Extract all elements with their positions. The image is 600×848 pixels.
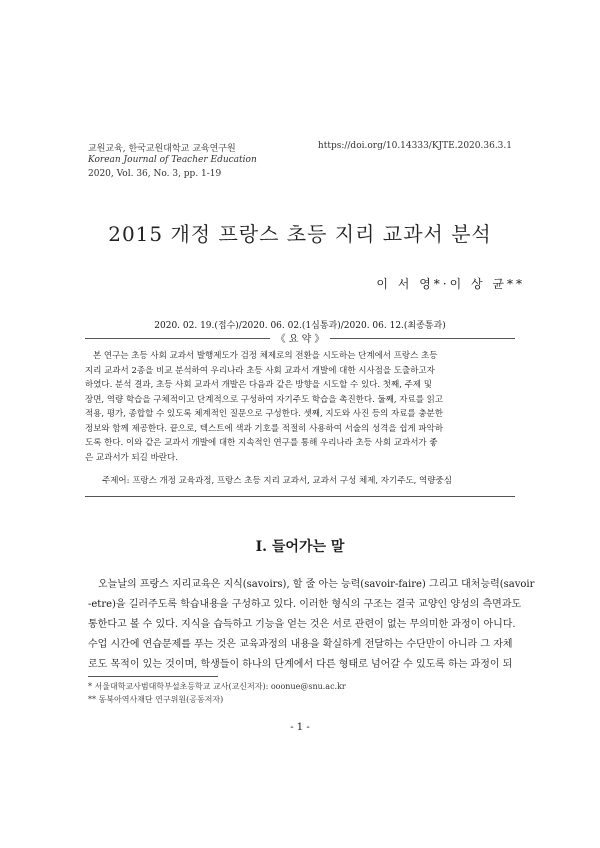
journal-name: Korean Journal of Teacher Education (88, 155, 257, 165)
keywords: 주제어: 프랑스 개정 교육과정, 프랑스 초등 지리 교과서, 교과서 구성 체제, 자기주도, 역량중심 (102, 476, 452, 486)
body-text (88, 575, 535, 675)
summary-heading (0, 330, 600, 345)
page-number: - 1 - (290, 722, 310, 733)
authors: 이 서 영*·이 상 균** (376, 277, 525, 291)
section-title: Ⅰ. 들어가는 말 (255, 539, 345, 555)
abstract-line: 장면, 역량 학습을 구체적이고 단계적으로 구성하여 자기주도 학습을 촉진한다. 둘째, 자료를 읽고 (85, 394, 444, 405)
volume-info: 2020, Vol. 36, No. 3, pp. 1-19 (88, 169, 222, 179)
abstract-line: 은 교과서가 되길 바란다. (85, 452, 178, 463)
footnote-rule (88, 676, 218, 677)
body-line: 통한다고 볼 수 있다. 지식을 습득하고 기능을 얻는 것은 서로 관련이 없는 무의미한 과정이 아니다. (88, 619, 516, 630)
submission-dates: 2020. 02. 19.(접수)/2020. 06. 02.(1심통과)/2020. 06. 12.(최종통과) (154, 321, 446, 331)
abstract-line: 지리 교과서 2종을 비교 분석하여 우리나라 초등 사회 교과서 개발에 대한 시사점을 도출하고자 (85, 365, 435, 376)
body-line: -etre)을 길러주도록 학습내용을 구성하고 있다. 이러한 형식의 구조는 결국 교양인 양성의 측면과도 (88, 599, 522, 610)
abstract (85, 349, 515, 465)
body-line: 오늘날의 프랑스 지리교육은 지식(savoirs), 할 줄 아는 능력(savoir-faire) 그리고 대처능력(savoir (98, 579, 535, 590)
abstract-line: 하였다. 분석 결과, 초등 사회 교과서 개발은 다음과 같은 방향을 시도할 수 있다. 첫째, 주제 및 (85, 380, 432, 390)
body-line: 수업 시간에 연습문제를 푸는 것은 교육과정의 내용을 확실하게 전달하는 수단만이 아니라 그 자체 (88, 639, 513, 650)
abstract-line: 본 연구는 초등 사회 교과서 발행제도가 검정 체제로의 전환을 시도하는 단계에서 프랑스 초등 (93, 351, 438, 361)
summary-heading-text: 《 요 약 》 (270, 334, 331, 345)
paper-title: 2015 개정 프랑스 초등 지리 교과서 분석 (108, 222, 492, 246)
summary-bottom-rule (85, 496, 515, 497)
footnote-2: ** 동북아역사재단 연구위원(공동저자) (88, 695, 224, 704)
abstract-line: 적용, 평가, 종합할 수 있도록 체계적인 질문으로 구성한다. 셋째, 지도와 사진 등의 자료를 충분한 (85, 409, 443, 419)
abstract-line: 도록 한다. 이와 같은 교과서 개발에 대한 지속적인 연구를 통해 우리나라 초등 사회 교과서가 좋 (85, 438, 438, 448)
institution-label: 교원교육, 한국교원대학교 교육연구원 (88, 144, 236, 154)
body-line: 로도 목적이 있는 것이며, 학생들이 하나의 단계에서 다른 형태로 넘어갈 수 있도록 하는 과정이 되 (88, 659, 513, 670)
footnote-1: * 서울대학교사범대학부설초등학교 교사(교신저자): ooonue@snu.ac.kr (88, 682, 346, 691)
doi-link[interactable]: https://doi.org/10.14333/KJTE.2020.36.3.1 (317, 141, 512, 151)
abstract-line: 정보와 함께 제공한다. 끝으로, 텍스트에 색과 기호를 적절히 사용하여 서술의 성격을 쉽게 파악하 (85, 423, 444, 434)
